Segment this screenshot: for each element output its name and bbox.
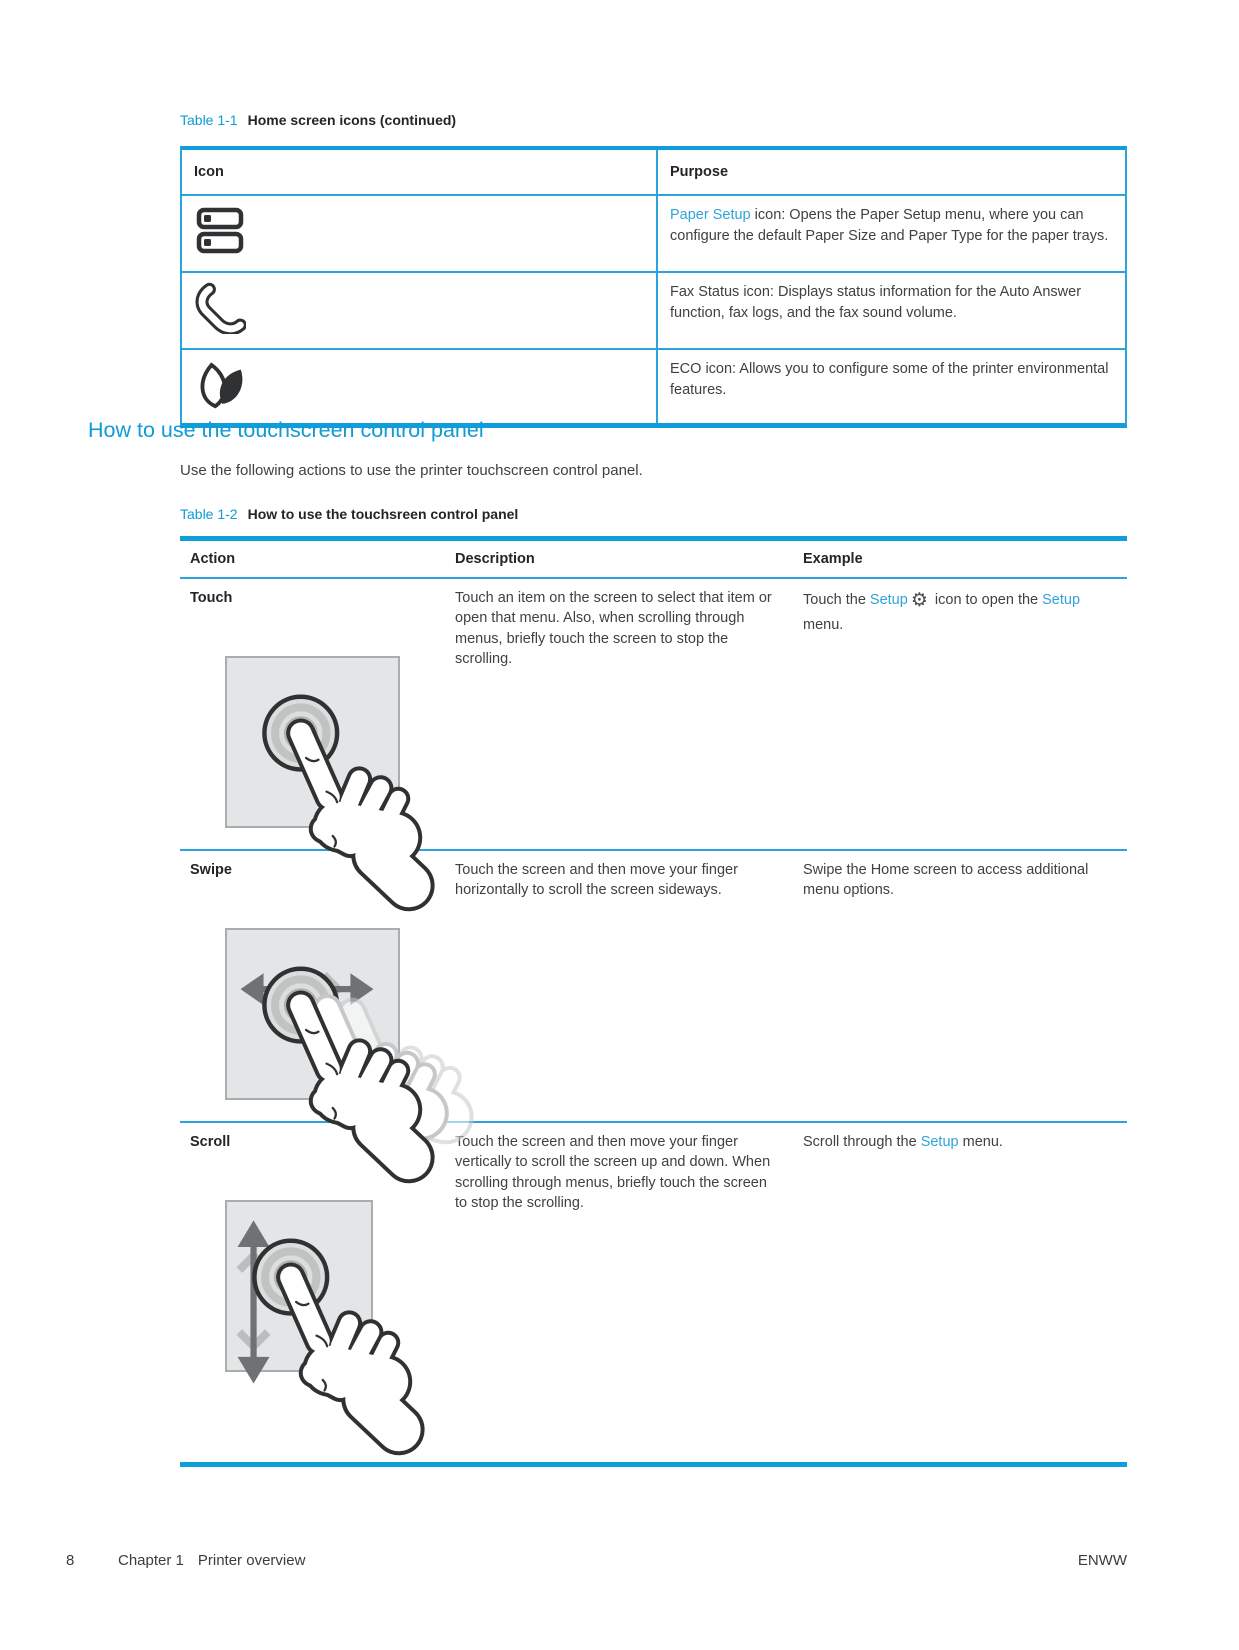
scroll-illustration [225, 1200, 373, 1372]
column-header-purpose: Purpose [670, 164, 729, 180]
column-header-action: Action [190, 551, 236, 567]
paper-setup-link[interactable]: Paper Setup [670, 207, 751, 223]
table-row [182, 273, 1125, 350]
paper-setup-icon [194, 205, 248, 257]
table-1-1-caption-label: Table 1-1 [180, 112, 238, 128]
setup-gear-icon: ⚙ [910, 589, 928, 611]
example-cell [793, 1123, 1127, 1462]
column-header-description: Description [455, 551, 535, 567]
purpose-cell [658, 196, 1125, 271]
example-cell [793, 579, 1127, 849]
icon-cell [182, 196, 658, 271]
action-label: Scroll [190, 1133, 231, 1150]
section-intro: Use the following actions to use the printer touchscreen control panel. [180, 462, 643, 479]
table-row [180, 851, 1127, 1123]
setup-link[interactable]: Setup [920, 1133, 959, 1150]
swipe-hand-icon [221, 934, 416, 1156]
table-1-2-caption-title: How to use the touchsreen control panel [247, 506, 519, 522]
description-cell: Touch the screen and then move your finger horizontally to scroll the screen sideways. [455, 861, 738, 899]
icon-cell [182, 273, 658, 348]
example-text: Scroll through the [803, 1133, 921, 1150]
setup-link[interactable]: Setup [869, 591, 908, 608]
table-1-1-caption-title: Home screen icons (continued) [247, 112, 457, 128]
table-row [182, 196, 1125, 273]
icon-cell [182, 350, 658, 423]
purpose-text: icon: Opens the Paper Setup menu, where you can configure the default Paper Size and Paper Type for the paper trays. [670, 207, 1109, 245]
table-1-2-caption-label: Table 1-2 [180, 506, 238, 522]
eco-icon [194, 359, 248, 409]
action-label: Touch [190, 589, 233, 606]
purpose-cell: ECO icon: Allows you to configure some of the printer environmental features. [670, 361, 1109, 399]
table-row [182, 350, 1125, 423]
setup-link[interactable]: Setup [1042, 591, 1081, 608]
swipe-illustration [225, 928, 400, 1100]
home-screen-icons-table [180, 146, 1127, 428]
column-header-icon: Icon [182, 150, 658, 194]
example-text: icon to open the [930, 591, 1043, 608]
section-heading: How to use the touchscreen control panel [88, 418, 484, 442]
page-number: 8 [66, 1552, 75, 1569]
footer-chapter: Chapter 1 [118, 1552, 184, 1569]
table-1-1-caption [180, 112, 456, 128]
table-1-2-header-row [180, 541, 1127, 579]
table-row [180, 579, 1127, 851]
fax-status-icon [194, 282, 246, 334]
action-cell [180, 579, 445, 849]
page-footer [66, 1552, 1127, 1569]
touch-hand-icon [221, 662, 416, 884]
touch-illustration [225, 656, 400, 828]
action-label: Swipe [190, 861, 232, 878]
table-1-2-caption [180, 506, 518, 522]
table-row [180, 1123, 1127, 1462]
example-cell: Swipe the Home screen to access additional menu options. [803, 861, 1089, 899]
example-text: menu. [803, 616, 844, 633]
description-cell: Touch an item on the screen to select that item or open that menu. Also, when scrolling through menus, briefly touch the screen to stop the scrolling. [455, 589, 772, 668]
example-text: menu. [958, 1133, 1003, 1150]
touchscreen-actions-table [180, 536, 1127, 1467]
purpose-cell: Fax Status icon: Displays status information for the Auto Answer function, fax logs, and the fax sound volume. [670, 284, 1082, 322]
description-cell: Touch the screen and then move your finger vertically to scroll the screen up and down. When scrolling through menus, briefly touch the screen to stop the scrolling. [455, 1133, 771, 1212]
scroll-hand-icon [211, 1206, 406, 1428]
table-1-1-header-row [182, 150, 1125, 196]
example-text: Touch the [803, 591, 870, 608]
column-header-example: Example [803, 551, 863, 567]
footer-chapter-title: Printer overview [197, 1552, 306, 1569]
footer-enww: ENWW [1077, 1552, 1127, 1569]
